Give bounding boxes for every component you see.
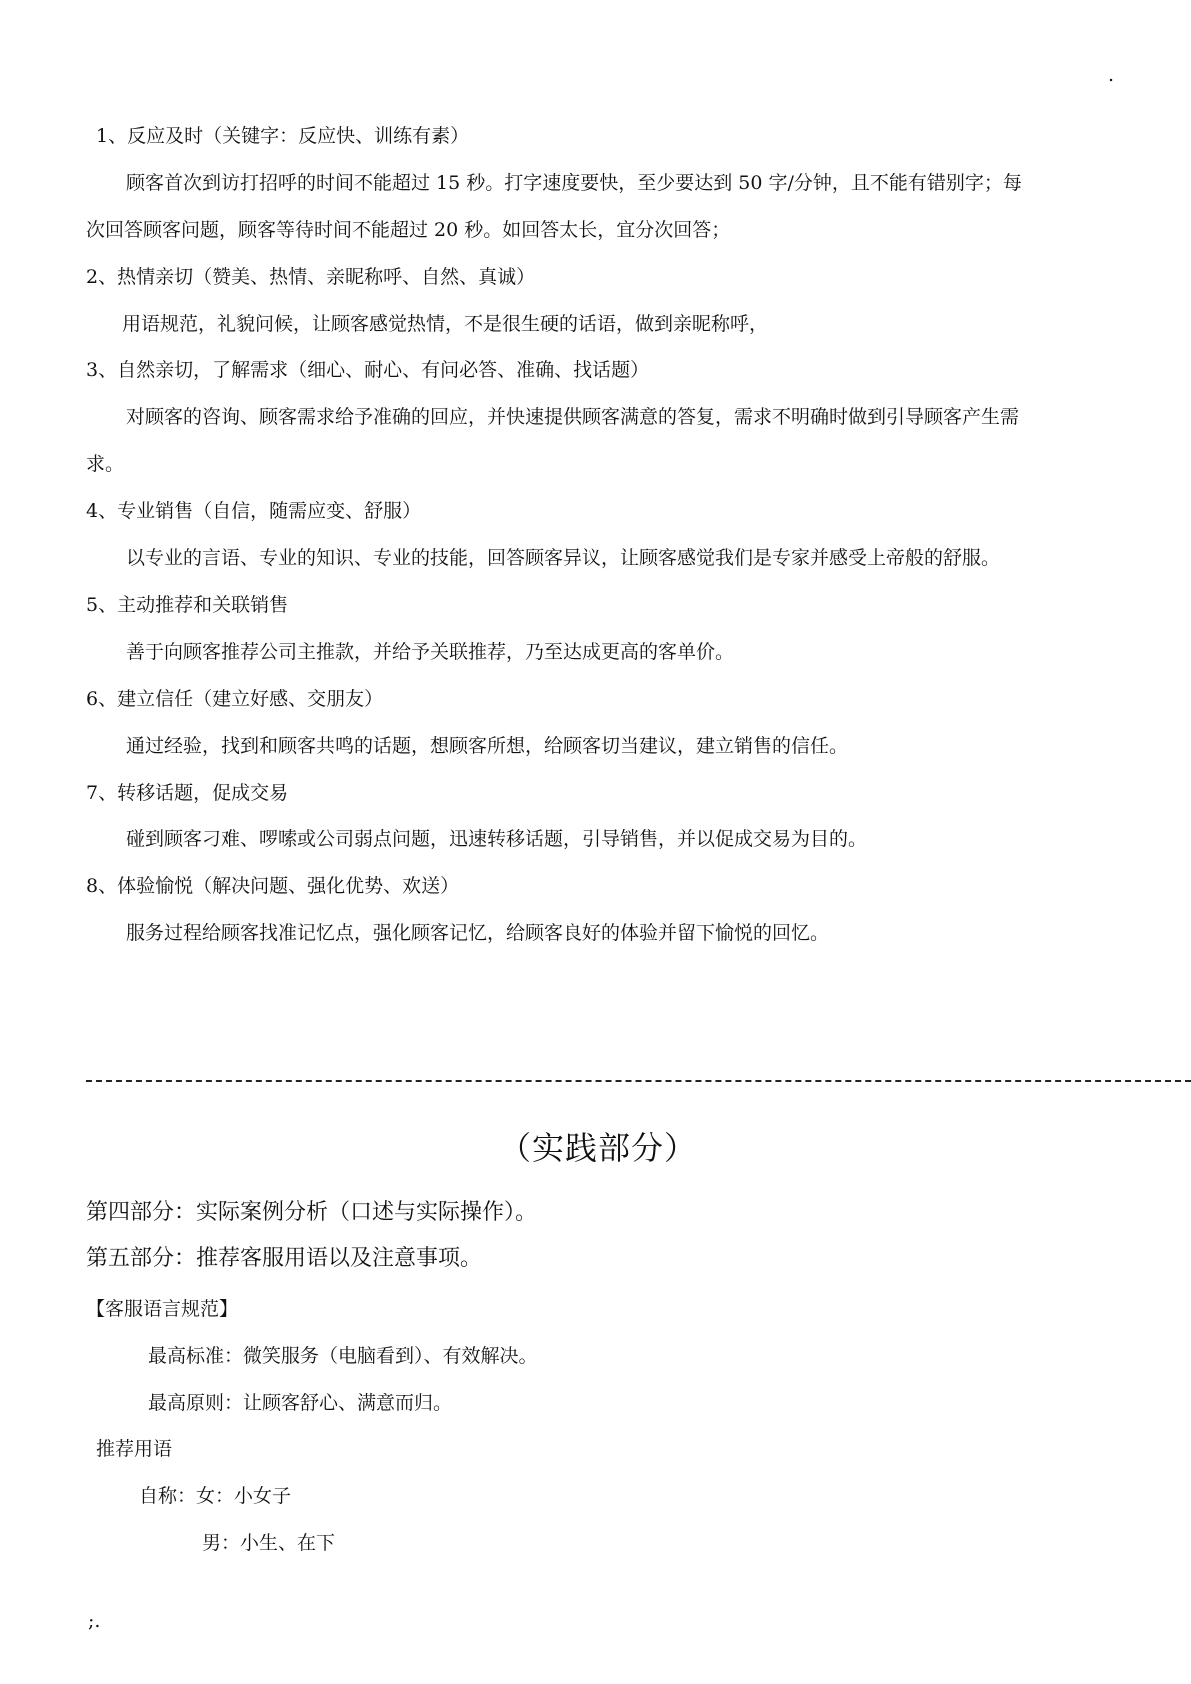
self-title-male: 男：小生、在下 (202, 1532, 336, 1554)
top-right-mark: . (1108, 64, 1115, 86)
section-1-heading: 1、反应及时（关键字：反应快、训练有素） (96, 125, 470, 147)
section-5-heading: 5、主动推荐和关联销售 (86, 594, 289, 616)
section-3-body-line-1: 对顾客的咨询、顾客需求给予准确的回应，并快速提供顾客满意的答复，需求不明确时做到引导顾客产生需 (126, 406, 1020, 428)
highest-standard: 最高标准：微笑服务（电脑看到）、有效解决。 (148, 1345, 538, 1367)
section-3-body-line-2: 求。 (86, 453, 125, 475)
service-norms-heading: 【客服语言规范】 (86, 1298, 239, 1320)
part-4-line: 第四部分：实际案例分析（口述与实际操作）。 (86, 1200, 538, 1225)
section-1-body-line-1: 顾客首次到访打招呼的时间不能超过 15 秒。打字速度要快，至少要达到 50 字/分钟，且不能有错别字；每 (126, 172, 1022, 194)
section-2-heading: 2、热情亲切（赞美、热情、亲昵称呼、自然、真诚） (86, 266, 536, 288)
section-5-body-line-1: 善于向顾客推荐公司主推款，并给予关联推荐，乃至达成更高的客单价。 (126, 641, 735, 663)
self-title-female: 自称：女：小女子 (139, 1485, 292, 1507)
recommended-terms-heading: 推荐用语 (96, 1438, 173, 1460)
section-8-body-line-1: 服务过程给顾客找准记忆点，强化顾客记忆，给顾客良好的体验并留下愉悦的回忆。 (126, 922, 830, 944)
section-7-body-line-1: 碰到顾客刁难、啰嗦或公司弱点问题，迅速转移话题，引导销售，并以促成交易为目的。 (126, 828, 868, 850)
section-2-body-line-1: 用语规范，礼貌问候，让顾客感觉热情，不是很生硬的话语，做到亲昵称呼， (122, 313, 769, 335)
dashed-divider (86, 1080, 1191, 1082)
part-5-line: 第五部分：推荐客服用语以及注意事项。 (86, 1246, 483, 1271)
section-7-heading: 7、转移话题，促成交易 (86, 782, 289, 804)
section-3-heading: 3、自然亲切，了解需求（细心、耐心、有问必答、准确、找话题） (86, 359, 650, 381)
section-6-body-line-1: 通过经验，找到和顾客共鸣的话题，想顾客所想，给顾客切当建议，建立销售的信任。 (126, 735, 849, 757)
section-4-heading: 4、专业销售（自信，随需应变、舒服） (86, 500, 422, 522)
bottom-left-mark: ;. (88, 1610, 101, 1632)
practice-title: （实践部分） (499, 1129, 698, 1167)
section-8-heading: 8、体验愉悦（解决问题、强化优势、欢送） (86, 875, 460, 897)
section-4-body-line-1: 以专业的言语、专业的知识、专业的技能，回答顾客异议，让顾客感觉我们是专家并感受上帝般的舒服。 (126, 547, 1001, 569)
section-6-heading: 6、建立信任（建立好感、交朋友） (86, 688, 384, 710)
highest-principle: 最高原则：让顾客舒心、满意而归。 (148, 1392, 453, 1414)
section-1-body-line-2: 次回答顾客问题，顾客等待时间不能超过 20 秒。如回答太长，宜分次回答； (86, 219, 731, 241)
